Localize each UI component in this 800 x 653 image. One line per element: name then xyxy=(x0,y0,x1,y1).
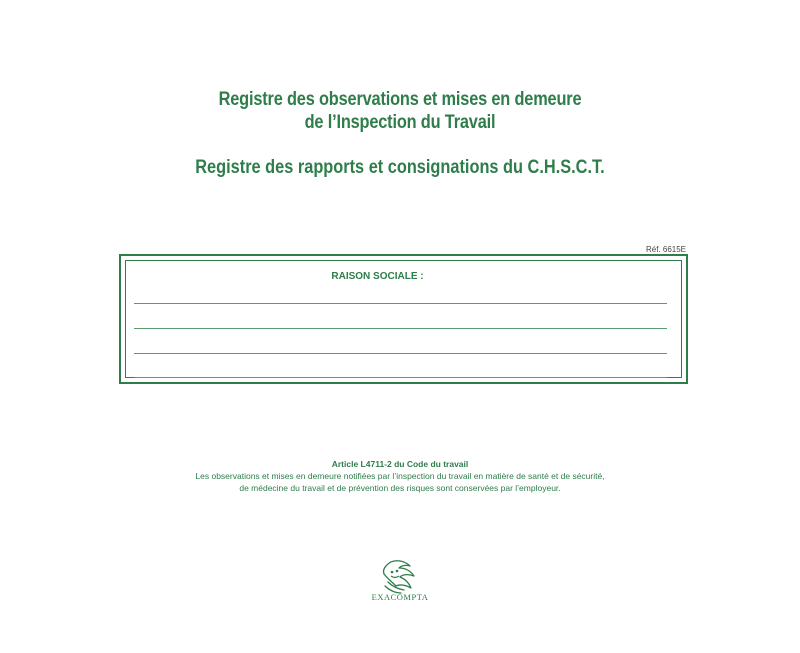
raison-sociale-label: RAISON SOCIALE : xyxy=(331,271,424,282)
subtitle: Registre des rapports et consignations du C.H.S.C.T. xyxy=(195,157,605,178)
article-text-line-2: de médecine du travail et de prévention des risques sont conservées par l’employeur. xyxy=(239,483,561,493)
title-block xyxy=(0,88,800,134)
write-line-1[interactable] xyxy=(134,303,667,304)
title-line-2: de l’Inspection du Travail xyxy=(304,112,496,133)
raison-sociale-frame xyxy=(119,254,688,384)
article-title: Article L4711-2 du Code du travail xyxy=(331,459,469,469)
article-text-line-1: Les observations et mises en demeure notifiées par l’inspection du travail en matière de santé et de sécurité, xyxy=(195,471,605,481)
brand-name: EXACOMPTA xyxy=(371,592,429,602)
raison-sociale-inner-frame xyxy=(125,260,682,378)
write-line-4[interactable] xyxy=(134,377,667,378)
title-line-1: Registre des observations et mises en demeure xyxy=(218,89,582,110)
write-line-3[interactable] xyxy=(134,353,667,354)
write-line-2[interactable] xyxy=(134,328,667,329)
reference-number: Réf. 6615E xyxy=(645,245,686,254)
article-block xyxy=(0,458,800,494)
